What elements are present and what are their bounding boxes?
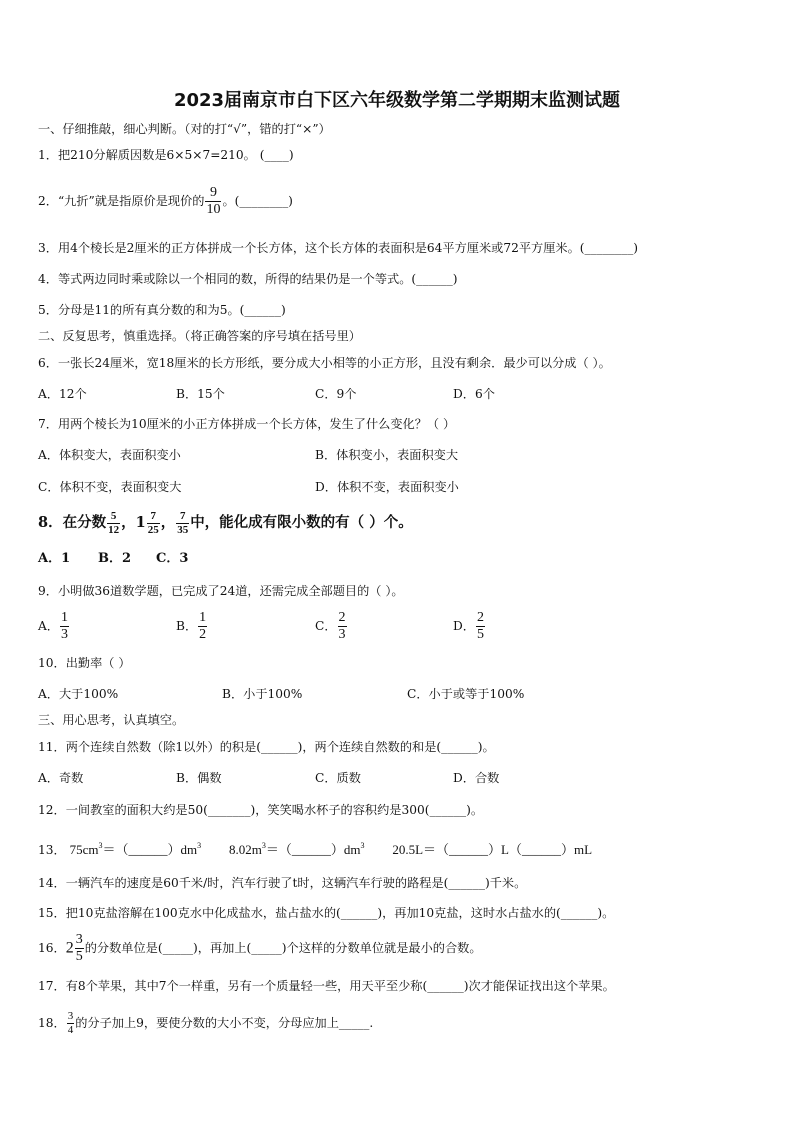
question-18-text: 的分子加上9，要使分数的大小不变，分母应加上_____.	[75, 1016, 374, 1030]
question-16: 16．2 $\frac{3}{5}$ 的分数单位是(_____)，再加上(_____)个这样的分数单位就是最小的合数。	[38, 932, 482, 964]
q13-part-3: 20.5L＝（______）L（______）mL	[392, 842, 593, 857]
section-2-heading: 二、反复思考，慎重选择。（将正确答案的序号填在括号里）	[38, 329, 361, 343]
q6-option-b: B．15个	[176, 387, 225, 401]
q10-option-a: A．大于100%	[38, 687, 119, 701]
section-3-heading: 三、用心思考，认真填空。	[38, 713, 185, 727]
q11-option-a: A．奇数	[38, 771, 84, 785]
question-1: 1．把210分解质因数是6×5×7=210。 (____)	[38, 148, 294, 162]
fraction-9-10: $\frac{9}{10}$	[206, 185, 221, 217]
question-6: 6．一张长24厘米，宽18厘米的长方形纸，要分成大小相等的小正方形，且没有剩余．最少可以分成（ ）。	[38, 356, 611, 370]
question-16-text: 的分数单位是(_____)，再加上(_____)个这样的分数单位就是最小的合数。	[84, 941, 482, 955]
question-14: 14．一辆汽车的速度是60千米/时，汽车行驶了t时，这辆汽车行驶的路程是(______)千米。	[38, 876, 527, 890]
q7-option-a: A．体积变大，表面积变小	[38, 448, 181, 462]
q13-part-1: $75cm^3=(\_\_\_\_\_\_)dm^3$	[69, 841, 202, 857]
question-3: 3．用4个棱长是2厘米的正方体拼成一个长方体，这个长方体的表面积是64平方厘米或72平方厘米。(________)	[38, 241, 639, 255]
q8-option-b: B．2	[98, 551, 132, 566]
question-2-blank: 。(________)	[222, 194, 293, 208]
question-11: 11．两个连续自然数（除1以外）的积是(______)，两个连续自然数的和是(______)。	[38, 740, 495, 754]
question-9: 9．小明做36道数学题，已完成了24道，还需完成全部题目的（ ）。	[38, 584, 404, 598]
fraction-7-25: $\frac{7}{25}$	[147, 509, 159, 536]
q9-option-d: D． $\frac{2}{5}$	[453, 610, 484, 642]
question-2-text: 2．“九折”就是指原价是现价的	[38, 194, 205, 208]
question-2	[38, 186, 293, 217]
question-12: 12．一间教室的面积大约是50(_______)，笑笑喝水杯子的容积约是300(______)。	[38, 803, 484, 817]
q13-part-2: $8.02m^3=(\_\_\_\_\_\_)dm^3$	[228, 841, 365, 857]
q11-option-c: C．质数	[315, 771, 361, 785]
q9-option-c: C． $\frac{2}{3}$	[315, 610, 346, 642]
q8-option-c: C．3	[156, 551, 189, 566]
q10-option-b: B．小于100%	[222, 687, 303, 701]
q11-option-b: B．偶数	[176, 771, 222, 785]
question-7: 7．用两个棱长为10厘米的小正方体拼成一个长方体，发生了什么变化？（ ）	[38, 417, 456, 431]
q9-option-a: A． $\frac{1}{3}$	[38, 610, 68, 642]
question-17: 17．有8个苹果，其中7个一样重，另有一个质量轻一些，用天平至少称(______)次才能保证找出这个苹果。	[38, 979, 615, 993]
fraction-2-3-5: $\frac{3}{5}$	[75, 932, 83, 964]
fraction-7-35: $\frac{7}{35}$	[177, 509, 189, 536]
fraction-3-4: $\frac{3}{4}$	[67, 1010, 74, 1036]
q6-option-c: C．9个	[315, 387, 357, 401]
q7-option-d: D．体积不变，表面积变小	[315, 480, 459, 494]
question-8: 8．在分数 $\frac{5}{12}$ ，1 $\frac{7}{25}$ ， $\frac{7}{35}$ 中，能化成有限小数的有（ ）个。	[38, 509, 413, 536]
q7-option-b: B．体积变小，表面积变大	[315, 448, 459, 462]
question-10: 10．出勤率（ ）	[38, 656, 131, 670]
q11-option-d: D．合数	[453, 771, 500, 785]
question-15: 15．把10克盐溶解在100克水中化成盐水，盐占盐水的(______)，再加10克盐，这时水占盐水的(______)。	[38, 906, 615, 920]
q8-option-a: A．1	[38, 551, 71, 566]
q6-option-a: A．12个	[38, 387, 87, 401]
q6-option-d: D．6个	[453, 387, 495, 401]
q10-option-c: C．小于或等于100%	[407, 687, 525, 701]
question-18: 18． $\frac{3}{4}$ 的分子加上9，要使分数的大小不变，分母应加上_____.	[38, 1010, 374, 1036]
page-title: 2023届南京市白下区六年级数学第二学期期末监测试题	[173, 90, 621, 111]
question-5: 5．分母是11的所有真分数的和为5。(______)	[38, 303, 286, 317]
q9-option-b: B． $\frac{1}{2}$	[176, 610, 207, 642]
q7-option-c: C．体积不变，表面积变大	[38, 480, 182, 494]
question-8-text: 8．在分数	[38, 514, 107, 531]
section-1-heading: 一、仔细推敲，细心判断。（对的打“√”，错的打“×”）	[38, 122, 331, 136]
question-4: 4．等式两边同时乘或除以一个相同的数，所得的结果仍是一个等式。(______)	[38, 272, 458, 286]
question-13: 13． $75cm^3=(\_\_\_\_\_\_)dm^3$ $8.02m^3=(\_\_\_\_\_\_)dm^3$ 20.5L＝（______）L（______）mL	[38, 841, 593, 857]
fraction-5-12: $\frac{5}{12}$	[108, 509, 120, 536]
question-8-blank: 中，能化成有限小数的有（ ）个。	[190, 514, 413, 531]
